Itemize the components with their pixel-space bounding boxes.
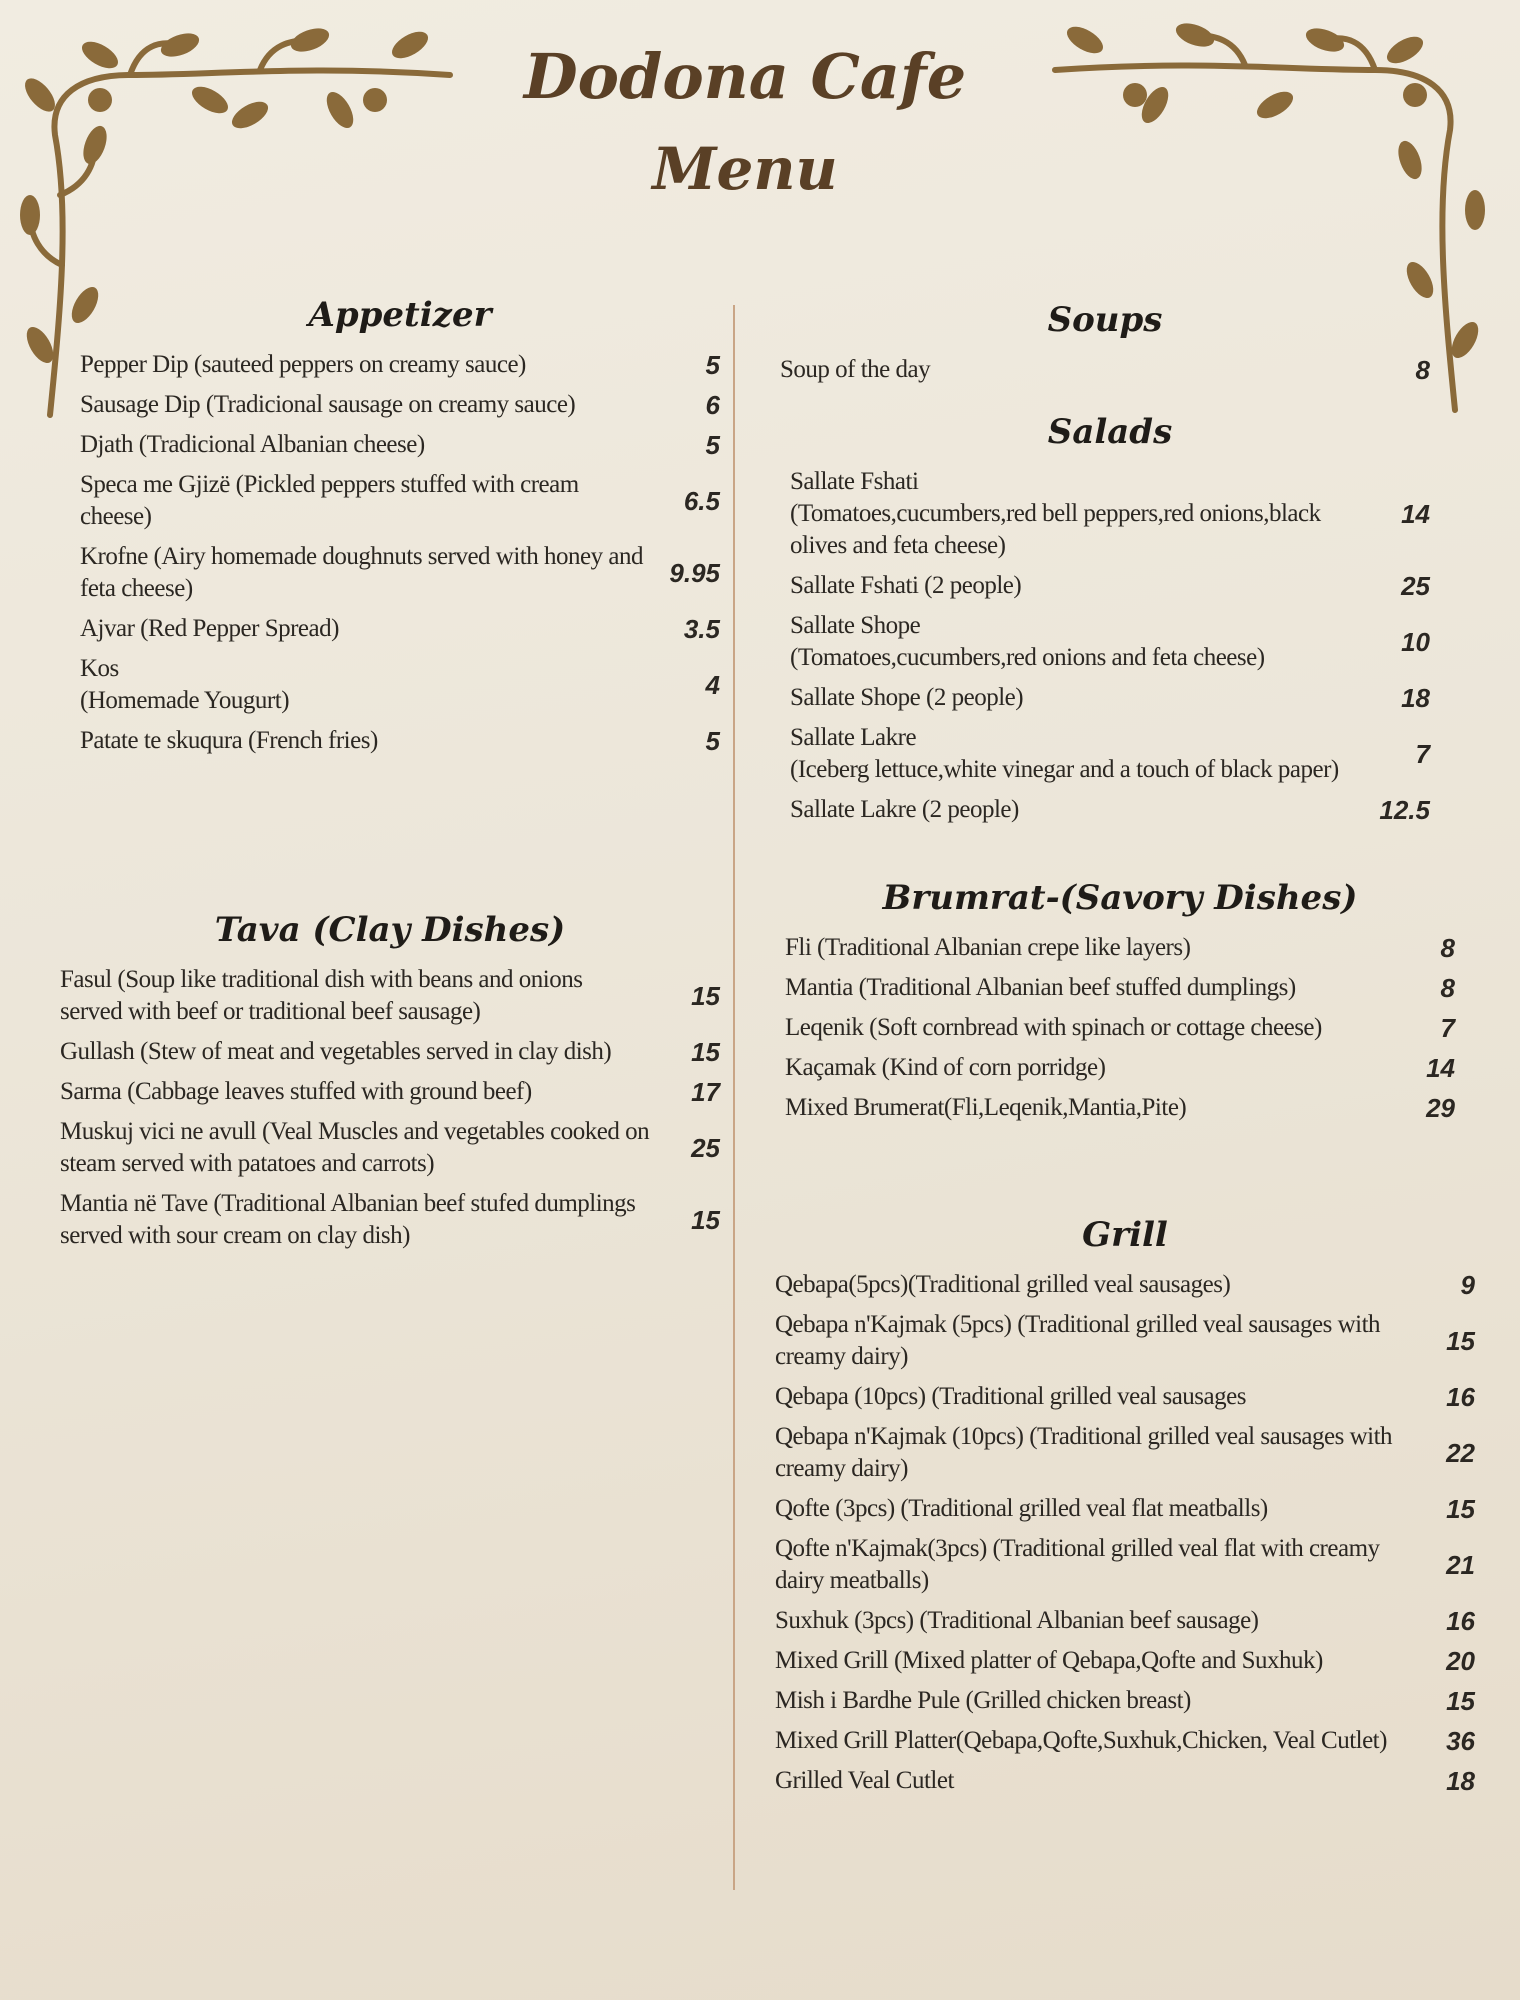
item-name: Qebapa (10pcs) (Traditional grilled veal sausages — [775, 1383, 1246, 1410]
item-name: Djath (Tradicional Albanian cheese) — [80, 431, 425, 458]
menu-item — [60, 1036, 720, 1068]
item-name: Grilled Veal Cutlet — [775, 1767, 954, 1794]
item-name: Krofne (Airy homemade doughnuts served with honey and feta cheese) — [80, 543, 643, 602]
menu-item — [785, 972, 1455, 1004]
section-tava — [60, 910, 720, 1260]
item-name: Sausage Dip (Tradicional sausage on creamy sauce) — [80, 391, 576, 418]
item-price: 15 — [691, 1205, 720, 1235]
item-name: Pepper Dip (sauteed peppers on creamy sauce) — [80, 351, 526, 378]
item-name: Sarma (Cabbage leaves stuffed with ground beef) — [60, 1078, 532, 1105]
item-price: 15 — [1446, 1326, 1475, 1356]
item-name: Mixed Grill Platter(Qebapa,Qofte,Suxhuk,Chicken, Veal Cutlet) — [775, 1727, 1387, 1754]
menu-item — [80, 541, 720, 605]
item-price: 5 — [705, 430, 720, 460]
section-heading: Tava (Clay Dishes) — [214, 910, 566, 950]
item-name: Qebapa n'Kajmak (10pcs) (Traditional grilled veal sausages with creamy dairy) — [775, 1423, 1393, 1482]
menu-item — [60, 1188, 720, 1252]
menu-item — [775, 1685, 1475, 1717]
item-name: Kos (Homemade Yougurt) — [80, 655, 290, 714]
menu-item — [790, 794, 1430, 826]
menu-item — [775, 1309, 1475, 1373]
item-name: Sallate Lakre (2 people) — [790, 796, 1019, 823]
menu-item — [780, 354, 1430, 386]
item-price: 17 — [691, 1077, 720, 1107]
menu-item — [785, 932, 1455, 964]
item-name: Fasul (Soup like traditional dish with beans and onions served with beef or traditional beef sausage) — [60, 966, 583, 1025]
item-price: 16 — [1446, 1382, 1475, 1412]
menu-item — [80, 349, 720, 381]
menu-item — [60, 1116, 720, 1180]
item-price: 16 — [1446, 1606, 1475, 1636]
section-appetizer — [80, 295, 720, 765]
menu-item — [785, 1092, 1455, 1124]
menu-item — [60, 1076, 720, 1108]
item-name: Kaçamak (Kind of corn porridge) — [785, 1054, 1106, 1081]
item-price: 22 — [1446, 1438, 1475, 1468]
section-grill — [775, 1215, 1475, 1805]
section-salads — [790, 412, 1430, 834]
section-heading: Appetizer — [308, 295, 492, 335]
menu-item — [790, 722, 1430, 786]
item-name: Ajvar (Red Pepper Spread) — [80, 615, 339, 642]
menu-item — [775, 1533, 1475, 1597]
menu-item — [80, 725, 720, 757]
item-price: 10 — [1401, 627, 1430, 657]
item-price: 15 — [1446, 1686, 1475, 1716]
item-price: 20 — [1446, 1646, 1475, 1676]
item-price: 5 — [705, 726, 720, 756]
menu-item — [790, 610, 1430, 674]
menu-item — [80, 429, 720, 461]
column-divider — [733, 305, 735, 1890]
item-name: Sallate Shope (Tomatoes,cucumbers,red onions and feta cheese) — [790, 612, 1265, 671]
item-name: Sallate Fshati (Tomatoes,cucumbers,red bell peppers,red onions,black olives and feta cheese) — [790, 468, 1321, 559]
item-price: 3.5 — [683, 614, 720, 644]
menu-item — [775, 1269, 1475, 1301]
menu-title: Menu — [652, 135, 838, 203]
item-price: 25 — [1401, 571, 1430, 601]
menu-item — [80, 613, 720, 645]
item-price: 5 — [705, 350, 720, 380]
item-price: 6.5 — [683, 486, 720, 516]
menu-item — [790, 570, 1430, 602]
item-name: Speca me Gjizë (Pickled peppers stuffed with cream cheese) — [80, 471, 579, 530]
item-price: 14 — [1401, 499, 1430, 529]
item-price: 14 — [1426, 1053, 1455, 1083]
item-price: 4 — [705, 670, 720, 700]
item-price: 7 — [1440, 1013, 1455, 1043]
menu-item — [80, 389, 720, 421]
item-price: 8 — [1440, 933, 1455, 963]
item-name: Sallate Fshati (2 people) — [790, 572, 1022, 599]
section-heading: Salads — [1047, 412, 1173, 452]
menu-item — [775, 1645, 1475, 1677]
item-name: Mixed Grill (Mixed platter of Qebapa,Qofte and Suxhuk) — [775, 1647, 1323, 1674]
item-price: 8 — [1415, 355, 1430, 385]
menu-item — [775, 1381, 1475, 1413]
item-name: Mantia në Tave (Traditional Albanian beef stufed dumplings served with sour cream on clay dish) — [60, 1190, 636, 1249]
item-name: Qofte (3pcs) (Traditional grilled veal flat meatballs) — [775, 1495, 1268, 1522]
item-name: Qofte n'Kajmak(3pcs) (Traditional grilled veal flat with creamy dairy meatballs) — [775, 1535, 1380, 1594]
menu-item — [775, 1765, 1475, 1797]
item-name: Patate te skuqura (French fries) — [80, 727, 378, 754]
item-price: 18 — [1446, 1766, 1475, 1796]
item-price: 25 — [691, 1133, 720, 1163]
item-name: Soup of the day — [780, 356, 931, 383]
menu-item — [80, 469, 720, 533]
item-price: 8 — [1440, 973, 1455, 1003]
section-heading: Soups — [1047, 300, 1163, 340]
menu-item — [775, 1493, 1475, 1525]
item-name: Mish i Bardhe Pule (Grilled chicken breast) — [775, 1687, 1191, 1714]
item-name: Gullash (Stew of meat and vegetables served in clay dish) — [60, 1038, 612, 1065]
item-name: Leqenik (Soft cornbread with spinach or cottage cheese) — [785, 1014, 1322, 1041]
item-price: 9.95 — [669, 558, 720, 588]
item-price: 21 — [1446, 1550, 1475, 1580]
item-name: Suxhuk (3pcs) (Traditional Albanian beef sausage) — [775, 1607, 1259, 1634]
menu-item — [785, 1012, 1455, 1044]
item-price: 15 — [691, 981, 720, 1011]
menu-item — [790, 682, 1430, 714]
menu-item — [775, 1725, 1475, 1757]
section-soups — [780, 300, 1430, 394]
section-heading: Brumrat-(Savory Dishes) — [882, 878, 1358, 918]
item-price: 7 — [1415, 739, 1430, 769]
item-price: 12.5 — [1379, 795, 1430, 825]
item-name: Mixed Brumerat(Fli,Leqenik,Mantia,Pite) — [785, 1094, 1187, 1121]
item-price: 29 — [1426, 1093, 1455, 1123]
item-price: 6 — [705, 390, 720, 420]
item-price: 18 — [1401, 683, 1430, 713]
menu-item — [790, 466, 1430, 562]
item-price: 15 — [691, 1037, 720, 1067]
menu-item — [775, 1421, 1475, 1485]
item-name: Fli (Traditional Albanian crepe like layers) — [785, 934, 1191, 961]
menu-item — [60, 964, 720, 1028]
item-price: 36 — [1446, 1726, 1475, 1756]
section-heading: Grill — [1082, 1215, 1168, 1255]
item-name: Mantia (Traditional Albanian beef stuffed dumplings) — [785, 974, 1296, 1001]
menu-item — [80, 653, 720, 717]
item-name: Muskuj vici ne avull (Veal Muscles and vegetables cooked on steam served with patatoes and carrots) — [60, 1118, 650, 1177]
section-brumrat — [785, 878, 1455, 1132]
item-price: 9 — [1460, 1270, 1475, 1300]
item-name: Sallate Lakre (Iceberg lettuce,white vinegar and a touch of black paper) — [790, 724, 1339, 783]
item-price: 15 — [1446, 1494, 1475, 1524]
item-name: Qebapa(5pcs)(Traditional grilled veal sausages) — [775, 1271, 1231, 1298]
item-name: Qebapa n'Kajmak (5pcs) (Traditional grilled veal sausages with creamy dairy) — [775, 1311, 1381, 1370]
item-name: Sallate Shope (2 people) — [790, 684, 1024, 711]
menu-item — [785, 1052, 1455, 1084]
cafe-title: Dodona Cafe — [523, 40, 967, 113]
menu-item — [775, 1605, 1475, 1637]
